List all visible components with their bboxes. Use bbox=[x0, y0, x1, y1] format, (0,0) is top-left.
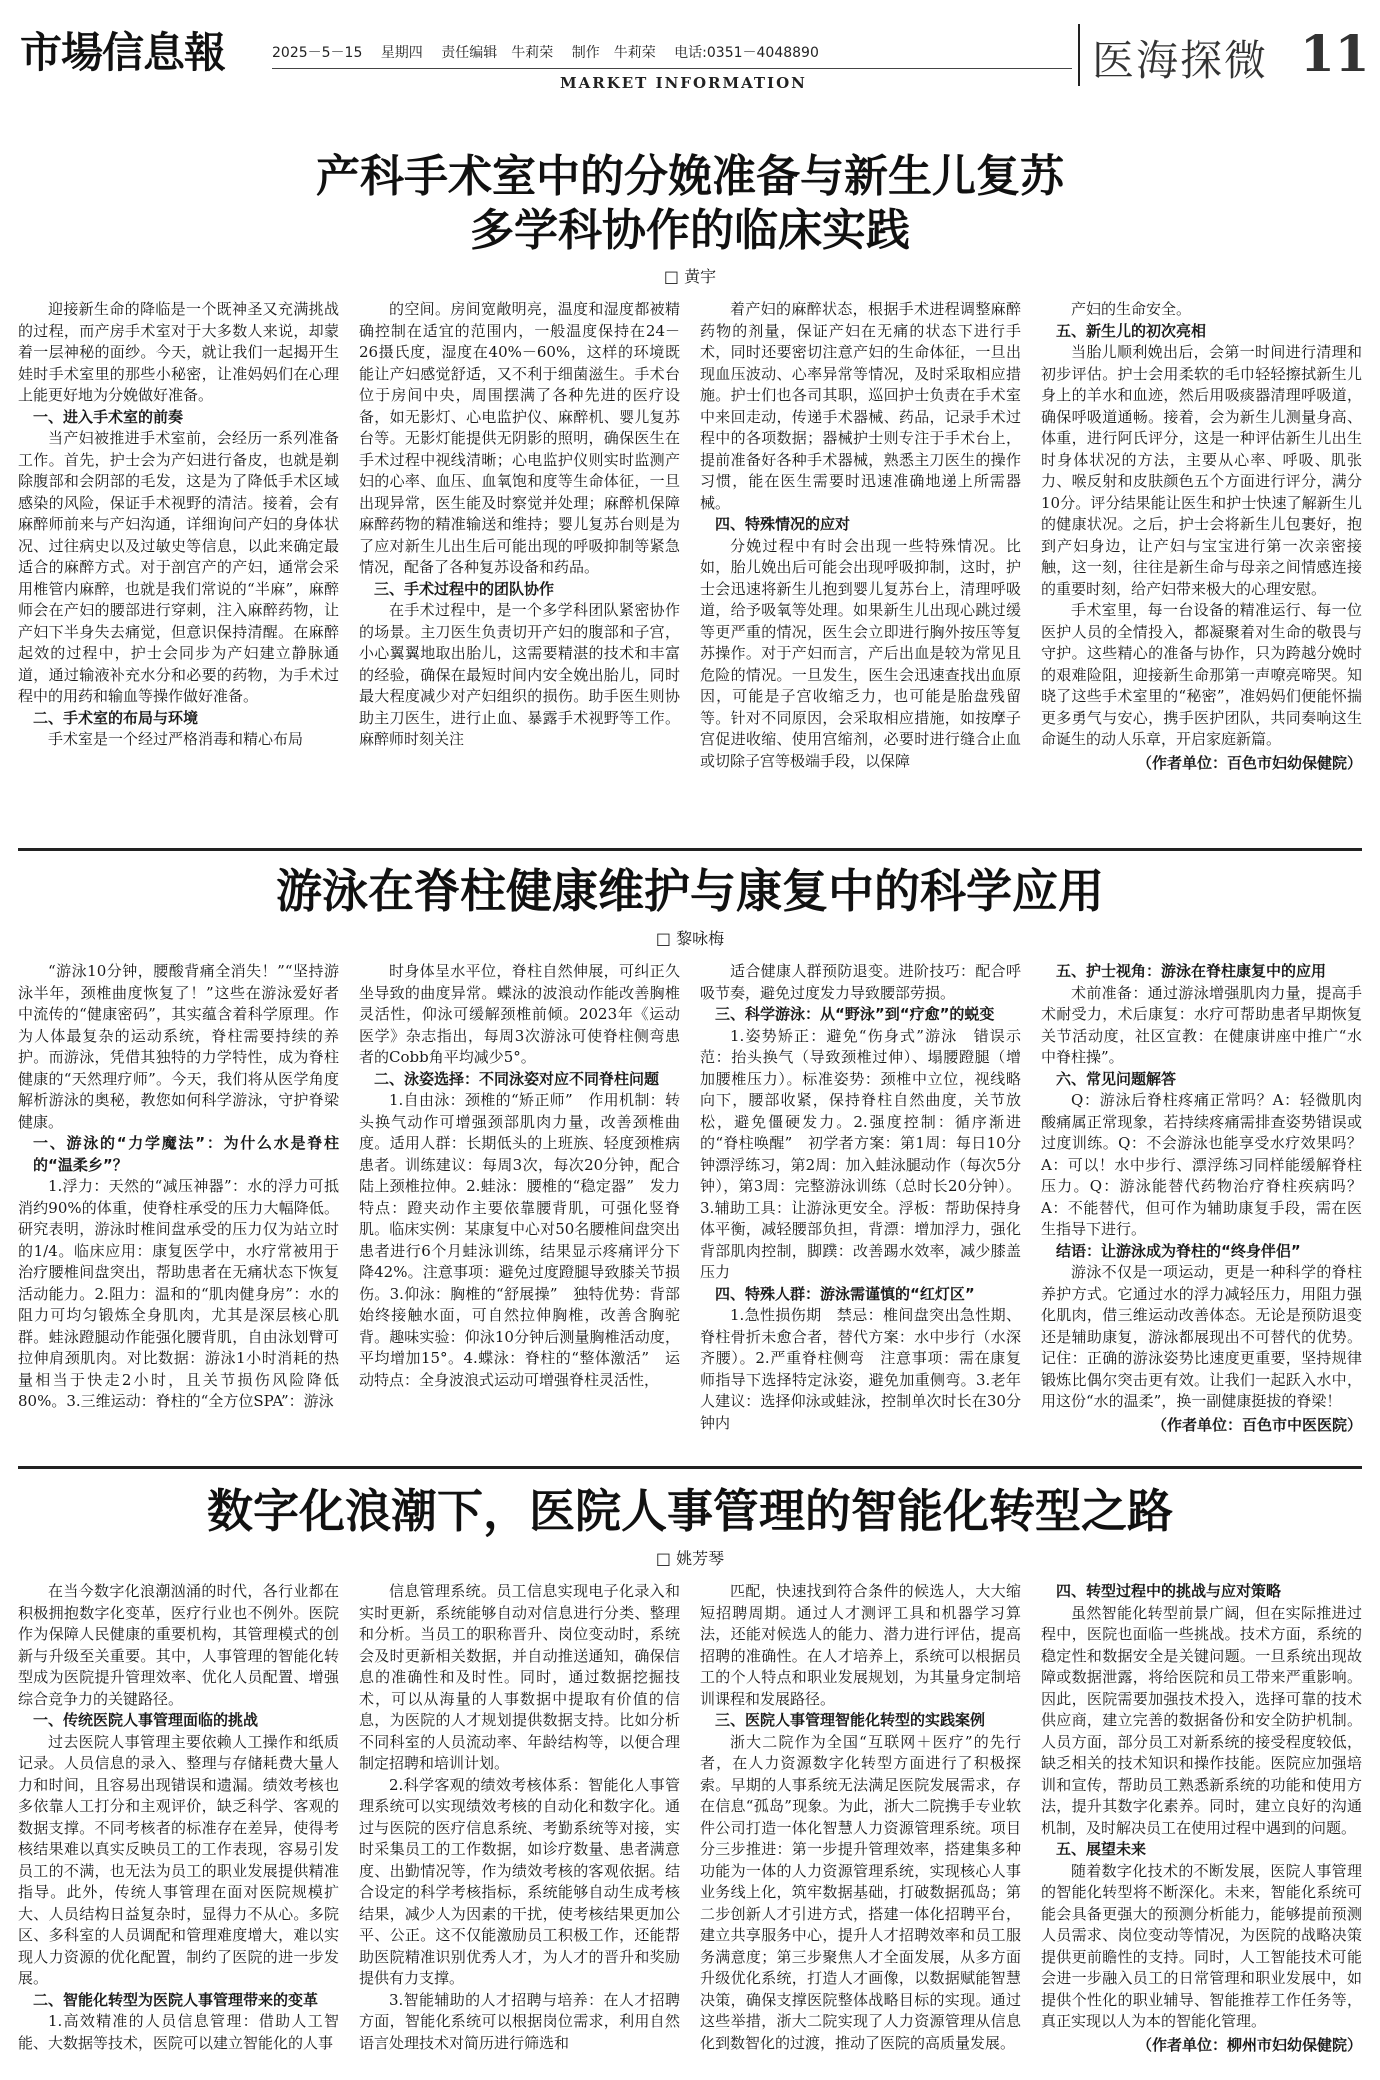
paragraph: 信息管理系统。员工信息实现电子化录入和实时更新，系统能够自动对信息进行分类、整理和分析。当员工的职称晋升、岗位变动时，系统会及时更新相关数据，并自动推送通知，确保信息的准确性和及时性。同时，通过数据挖掘技术，可以从海量的人事数据中提取有价值的信息，为医院的人才规划提供数据支持。比如分析不同科室的人员流动率、年龄结构等，以便合理制定招聘和培训计划。 bbox=[359, 1582, 680, 1772]
article-title: 游泳在脊柱健康维护与康复中的科学应用 bbox=[276, 864, 1104, 918]
section-heading: 四、特殊人群：游泳需谨慎的“红灯区” bbox=[715, 1284, 975, 1303]
section-heading: 二、智能化转型为医院人事管理带来的变革 bbox=[33, 1990, 319, 2009]
paragraph: 在当今数字化浪潮汹涌的时代，各行业都在积极拥抱数字化变革，医疗行业也不例外。医院作为保障人民健康的重要机构，其管理模式的创新与升级至关重要。其中，人事管理的智能化转型成为医院提升管理效率、优化人员配置、增强综合竞争力的关键路径。 bbox=[18, 1582, 339, 1708]
article-column bbox=[1041, 961, 1362, 1481]
article-title-line1: 产科手术室中的分娩准备与新生儿复苏 bbox=[316, 151, 1064, 202]
paragraph: 手术室是一个经过严格消毒和精心布局 bbox=[48, 730, 304, 748]
section-heading: 结语：让游泳成为脊柱的“终身伴侣” bbox=[1056, 1241, 1301, 1260]
newspaper-logo: 市場信息報 bbox=[20, 28, 226, 77]
section-heading: 一、传统医院人事管理面临的挑战 bbox=[33, 1711, 259, 1729]
section-heading: 五、护士视角：游泳在脊柱康复中的应用 bbox=[1056, 962, 1327, 980]
paragraph: 匹配，快速找到符合条件的候选人，大大缩短招聘周期。通过人才测评工具和机器学习算法，还能对候选人的能力、潜力进行评估，提高招聘的准确性。在人才培养上，系统可以根据员工的个人特点和职业发展规划，为其量身定制培训课程和发展路径。 bbox=[700, 1582, 1021, 1708]
issue-weekday: 星期四 bbox=[380, 45, 423, 61]
article-column bbox=[359, 299, 680, 819]
issue-date: 2025－5－15 bbox=[272, 45, 363, 61]
section-heading: 一、游泳的“力学魔法”：为什么水是脊柱的“温柔乡”？ bbox=[33, 1134, 339, 1174]
paragraph: 的空间。房间宽敞明亮，温度和湿度都被精确控制在适宜的范围内，一般温度保持在24－26摄氏度，湿度在40%－60%，这样的环境既能让产妇感觉舒适，又不利于细菌滋生。手术台位于房间中央，周围摆满了各种先进的医疗设备，如无影灯、心电监护仪、麻醉机、婴儿复苏台等。无影灯能提供无阴影的照明，确保医生在手术过程中视线清晰；心电监护仪则实时监测产妇的心率、血压、血氧饱和度等生命体征，一旦出现异常，医生能及时察觉并处理；麻醉机保障麻醉药物的精准输送和维持；婴儿复苏台则是为了应对新生儿出生后可能出现的呼吸抑制等紧急情况，配备了各种复苏设备和药品。 bbox=[359, 300, 680, 576]
paragraph: 虽然智能化转型前景广阔，但在实际推进过程中，医院也面临一些挑战。技术方面，系统的稳定性和数据安全是关键问题。一旦系统出现故障或数据泄露，将给医院和员工带来严重影响。因此，医院需要加强技术投入，选择可靠的技术供应商，建立完善的数据备份和安全防护机制。人员方面，部分员工对新系统的接受程度较低，缺乏相关的技术知识和操作技能。医院应加强培训和宣传，帮助员工熟悉新系统的功能和使用方法，提升其数字化素养。同时，建立良好的沟通机制，及时解决员工在使用过程中遇到的问题。 bbox=[1041, 1603, 1362, 1837]
phone: 电话:0351－4048890 bbox=[674, 45, 819, 61]
section-heading: 五、展望未来 bbox=[1056, 1840, 1147, 1858]
paragraph: 着产妇的麻醉状态，根据手术进程调整麻醉药物的剂量，保证产妇在无痛的状态下进行手术，同时还要密切注意产妇的生命体征，一旦出现血压波动、心率异常等情况，及时采取相应措施。护士们也各司其职，巡回护士负责在手术室中来回走动，传递手术器械、药品，记录手术过程中的各项数据；器械护士则专注于手术台上，提前准备好各种手术器械，熟悉主刀医生的操作习惯，能在医生需要时迅速准确地递上所需器械。 bbox=[700, 300, 1021, 512]
article-swimming bbox=[18, 862, 1362, 1481]
article-column bbox=[700, 961, 1021, 1481]
article-title-line2: 多学科协作的临床实践 bbox=[470, 205, 910, 256]
article-column bbox=[359, 1581, 680, 2080]
paragraph: “游泳10分钟，腰酸背痛全消失！”“坚持游泳半年，颈椎曲度恢复了！”这些在游泳爱好者中流传的“健康密码”，其实蕴含着科学原理。作为人体最复杂的运动系统，脊柱需要持续的养护。而游泳，凭借其独特的力学特性，成为脊柱健康的“天然理疗师”。今天，我们将从医学角度解析游泳的奥秘，教您如何科学游泳，守护脊梁健康。 bbox=[18, 962, 339, 1131]
paragraph: 分娩过程中有时会出现一些特殊情况。比如，胎儿娩出后可能会出现呼吸抑制，这时，护士会迅速将新生儿抱到婴儿复苏台上，清理呼吸道，给予吸氧等处理。如果新生儿出现心跳过缓等更严重的情况，医生会立即进行胸外按压等复苏操作。对于产妇而言，产后出血是较为常见且危险的情况。一旦发生，医生会迅速查找出血原因，可能是子宫收缩乏力，也可能是胎盘残留等。针对不同原因，会采取相应措施，如按摩子宫促进收缩、使用宫缩剂，必要时进行缝合止血或切除子宫等极端手段，以保障 bbox=[700, 536, 1021, 770]
article-author: □ 黄宇 bbox=[663, 267, 717, 286]
section-heading: 四、特殊情况的应对 bbox=[715, 515, 851, 533]
section-heading: 二、手术室的布局与环境 bbox=[33, 708, 199, 727]
paragraph: 过去医院人事管理主要依赖人工操作和纸质记录。人员信息的录入、整理与存储耗费大量人力和时间，且容易出现错误和遗漏。绩效考核也多依靠人工打分和主观评价，缺乏科学、客观的数据支撑。不同考核者的标准存在差异，使得考核结果难以真实反映员工的工作表现，容易引发员工的不满，也无法为员工的职业发展提供精准指导。此外，传统人事管理在面对医院规模扩大、人员结构日益复杂时，显得力不从心。多院区、多科室的人员调配和管理难度增大，难以实现人力资源的优化配置，制约了医院的进一步发展。 bbox=[18, 1732, 339, 1987]
article-author: □ 黎咏梅 bbox=[655, 929, 725, 948]
paragraph: 1.急性损伤期 禁忌：椎间盘突出急性期、脊柱骨折未愈合者，替代方案：水中步行（水深齐腰）。2.严重脊柱侧弯 注意事项：需在康复师指导下选择特定泳姿，避免加重侧弯。3.老年人建议：选择仰泳或蛙泳，控制单次时长在30分钟内 bbox=[700, 1306, 1021, 1432]
section-heading: 三、医院人事管理智能化转型的实践案例 bbox=[715, 1711, 986, 1729]
article-title bbox=[18, 150, 1362, 258]
masthead-rule bbox=[272, 68, 1072, 69]
section-heading: 五、新生儿的初次亮相 bbox=[1056, 321, 1207, 340]
paragraph: 游泳不仅是一项运动，更是一种科学的脊柱养护方式。它通过水的浮力减轻压力，用阻力强化肌肉，借三维运动改善体态。无论是预防退变还是辅助康复，游泳都展现出不可替代的优势。记住：正确的游泳姿势比速度更重要，坚持规律锻炼比偶尔突击更有效。让我们一起跃入水中，用这份“水的温柔”，换一副健康挺拔的脊梁！ bbox=[1041, 1263, 1362, 1410]
paragraph: 术前准备：通过游泳增强肌肉力量，提高手术耐受力，术后康复：水疗可帮助患者早期恢复关节活动度，社区宣教：在健康讲座中推广“水中脊柱操”。 bbox=[1041, 983, 1362, 1066]
article-column bbox=[700, 1581, 1021, 2080]
section-heading: 三、手术过程中的团队协作 bbox=[374, 579, 555, 598]
paragraph: 1.浮力：天然的“减压神器”：水的浮力可抵消约90%的体重，使脊柱承受的压力大幅降低。研究表明，游泳时椎间盘承受的压力仅为站立时的1/4。临床应用：康复医学中，水疗常被用于治疗腰椎间盘突出，帮助患者在无痛状态下恢复活动能力。2.阻力：温和的“肌肉健身房”：水的阻力可均匀锻炼全身肌肉，尤其是深层核心肌群。蛙泳蹬腿动作能强化腰背肌，自由泳划臂可拉伸肩颈肌肉。对比数据：游泳1小时消耗的热量相当于快走2小时，且关节损伤风险降低80%。3.三维运动：脊柱的“全方位SPA”：游泳 bbox=[18, 1177, 339, 1410]
article-hr-management bbox=[18, 1482, 1362, 2080]
section-heading: 三、科学游泳：从“野泳”到“疗愈”的蜕变 bbox=[715, 1005, 995, 1023]
paragraph: 适合健康人群预防退变。进阶技巧：配合呼吸节奏，避免过度发力导致腰部劳损。 bbox=[700, 962, 1021, 1002]
author-unit: （作者单位：柳州市妇幼保健院） bbox=[1136, 2035, 1362, 2054]
paragraph: 1.高效精准的人员信息管理：借助人工智能、大数据等技术，医院可以建立智能化的人事 bbox=[18, 2012, 339, 2052]
paragraph: 时身体呈水平位，脊柱自然伸展，可纠正久坐导致的曲度异常。蝶泳的波浪动作能改善胸椎灵活性，仰泳可缓解颈椎前倾。2023年《运动医学》杂志指出，每周3次游泳可使脊柱侧弯患者的Cobb角平均减少5°。 bbox=[359, 962, 680, 1066]
author-unit: （作者单位：百色市中医医院） bbox=[1151, 1415, 1362, 1434]
paragraph: 2.科学客观的绩效考核体系：智能化人事管理系统可以实现绩效考核的自动化和数字化。通过与医院的医疗信息系统、考勤系统等对接，实时采集员工的工作数据，如诊疗数量、患者满意度、出勤情况等，作为绩效考核的客观依据。结合设定的科学考核指标，系统能够自动生成考核结果，减少人为因素的干扰，使考核结果更加公平、公正。这不仅能激励员工积极工作，还能帮助医院精准识别优秀人才，为人才的晋升和奖励提供有力支撑。 bbox=[359, 1775, 680, 1987]
paragraph: 1.自由泳：颈椎的“矫正师” 作用机制：转头换气动作可增强颈部肌肉力量，改善颈椎曲度。适用人群：长期低头的上班族、轻度颈椎病患者。训练建议：每周3次，每次20分钟，配合陆上颈椎拉伸。2.蛙泳：腰椎的“稳定器” 发力特点：蹬夹动作主要依靠腰背肌，可强化竖脊肌。临床实例：某康复中心对50名腰椎间盘突出患者进行6个月蛙泳训练，结果显示疼痛评分下降42%。注意事项：避免过度蹬腿导致膝关节损伤。3.仰泳：胸椎的“舒展操” 独特优势：背部始终接触水面，可自然拉伸胸椎，改善含胸驼背。趣味实验：仰泳10分钟后测量胸椎活动度，平均增加15°。4.蝶泳：脊柱的“整体激活” 运动特点：全身波浪式运动可增强脊柱灵活性， bbox=[359, 1091, 680, 1389]
author-unit: （作者单位：百色市妇幼保健院） bbox=[1136, 753, 1362, 772]
paragraph: 随着数字化技术的不断发展，医院人事管理的智能化转型将不断深化。未来，智能化系统可能会具备更强大的预测分析能力，能够提前预测人员需求、岗位变动等情况，为医院的战略决策提供更前瞻性的支持。同时，人工智能技术可能会进一步融入员工的日常管理和职业发展中，如提供个性化的职业辅导、智能推荐工作任务等，真正实现以人为本的智能化管理。 bbox=[1041, 1861, 1362, 2030]
article-author: □ 姚芳琴 bbox=[655, 1549, 725, 1568]
issue-meta bbox=[272, 42, 833, 62]
article-obstetrics bbox=[18, 150, 1362, 819]
article-divider bbox=[18, 848, 1362, 851]
article-column bbox=[18, 961, 339, 1481]
section-heading: 四、转型过程中的挑战与应对策略 bbox=[1056, 1582, 1282, 1600]
section-heading: 一、进入手术室的前奏 bbox=[33, 407, 184, 426]
article-title: 数字化浪潮下，医院人事管理的智能化转型之路 bbox=[207, 1484, 1173, 1538]
paragraph: 当产妇被推进手术室前，会经历一系列准备工作。首先，护士会为产妇进行备皮，也就是剃除腹部和会阴部的毛发，这是为了降低手术区域感染的风险，保证手术视野的清洁。接着，会有麻醉师前来与产妇沟通，详细询问产妇的身体状况、过往病史以及过敏史等信息，以此来确定最适合的麻醉方式。对于剖宫产的产妇，通常会采用椎管内麻醉，也就是我们常说的“半麻”，麻醉师会在产妇的腰部进行穿刺，注入麻醉药物，让产妇下半身失去痛觉，但意识保持清醒。在麻醉起效的过程中，护士会同步为产妇建立静脉通道，通过输液补充水分和必要的药物，为手术过程中的用药和输血等操作做好准备。 bbox=[18, 429, 339, 705]
section-heading: 二、泳姿选择：不同泳姿对应不同脊柱问题 bbox=[374, 1069, 660, 1088]
editor: 责任编辑 牛莉荣 bbox=[441, 45, 554, 61]
paragraph: 当胎儿顺利娩出后，会第一时间进行清理和初步评估。护士会用柔软的毛巾轻轻擦拭新生儿身上的羊水和血迹，然后用吸痰器清理呼吸道，确保呼吸道通畅。接着，会为新生儿测量身高、体重，进行阿氏评分，这是一种评估新生儿出生时身体状况的方法，主要从心率、呼吸、肌张力、喉反射和皮肤颜色五个方面进行评分，满分10分。评分结果能让医生和护士快速了解新生儿的健康状况。之后，护士会将新生儿包裹好，抱到产妇身边，让产妇与宝宝进行第一次亲密接触，这一刻，往往是新生命与母亲之间情感连接的重要时刻，给产妇带来极大的心理安慰。 bbox=[1041, 343, 1362, 598]
article-column bbox=[700, 299, 1021, 819]
maker: 制作 牛莉荣 bbox=[571, 45, 656, 61]
section-heading: 六、常见问题解答 bbox=[1056, 1069, 1177, 1088]
article-column bbox=[1041, 1581, 1362, 2080]
masthead bbox=[0, 0, 1380, 96]
article-divider bbox=[18, 1466, 1362, 1469]
masthead-separator bbox=[1078, 24, 1080, 86]
paragraph: 手术室里，每一台设备的精准运行、每一位医护人员的全情投入，都凝聚着对生命的敬畏与守护。这些精心的准备与协作，只为跨越分娩时的艰难险阻，迎接新生命那第一声嘹亮啼哭。知晓了这些手术室里的“秘密”，准妈妈们便能怀揣更多勇气与安心，携手医护团队，共同奏响这生命诞生的动人乐章，开启家庭新篇。 bbox=[1041, 601, 1362, 748]
paragraph: 3.智能辅助的人才招聘与培养：在人才招聘方面，智能化系统可以根据岗位需求，利用自然语言处理技术对简历进行筛选和 bbox=[359, 1990, 680, 2052]
section-name: 医海探微 bbox=[1092, 36, 1269, 85]
article-column bbox=[359, 961, 680, 1481]
paragraph: 在手术过程中，是一个多学科团队紧密协作的场景。主刀医生负责切开产妇的腹部和子宫，小心翼翼地取出胎儿，这需要精湛的技术和丰富的经验，确保在最短时间内安全娩出胎儿，同时最大程度减少对产妇组织的损伤。助手医生则协助主刀医生，进行止血、暴露手术视野等工作。麻醉师时刻关注 bbox=[359, 601, 680, 748]
english-title: MARKET INFORMATION bbox=[560, 74, 807, 92]
paragraph: 浙大二院作为全国“互联网＋医疗”的先行者，在人力资源数字化转型方面进行了积极探索。早期的人事系统无法满足医院发展需求，存在信息“孤岛”现象。为此，浙大二院携手专业软件公司打造一体化智慧人力资源管理系统。项目分三步推进：第一步提升管理效率，搭建集多种功能为一体的人力资源管理系统，实现核心人事业务线上化，筑牢数据基础，打破数据孤岛；第二步创新人才引进方式，搭建一体化招聘平台，建立共享服务中心，提升人才招聘效率和员工服务满意度；第三步聚焦人才全面发展，从多方面升级优化系统，打造人才画像，以数据赋能智慧决策，确保支撑医院整体战略目标的实现。通过这些举措，浙大二院实现了人力资源管理从信息化到数智化的过渡，推动了医院的高质量发展。 bbox=[700, 1732, 1021, 2052]
article-column bbox=[18, 1581, 339, 2080]
article-column bbox=[18, 299, 339, 819]
paragraph: Q：游泳后脊柱疼痛正常吗？A：轻微肌肉酸痛属正常现象，若持续疼痛需排查姿势错误或过度训练。Q：不会游泳也能享受水疗效果吗？A：可以！水中步行、漂浮练习同样能缓解脊柱压力。Q：游泳能替代药物治疗脊柱疾病吗？A：不能替代，但可作为辅助康复手段，需在医生指导下进行。 bbox=[1041, 1091, 1362, 1238]
paragraph: 产妇的生命安全。 bbox=[1071, 300, 1192, 318]
page-number: 11 bbox=[1300, 24, 1370, 83]
paragraph: 1.姿势矫正：避免“伤身式”游泳 错误示范：抬头换气（导致颈椎过伸）、塌腰蹬腿（增加腰椎压力）。标准姿势：颈椎中立位，视线略向下，腰部收紧，保持脊柱自然曲度，关节放松，避免僵硬发力。2.强度控制：循序渐进的“脊柱唤醒” 初学者方案：第1周：每日10分钟漂浮练习，第2周：加入蛙泳腿动作（每次5分钟），第3周：完整游泳训练（总时长20分钟）。3.辅助工具：让游泳更安全。浮板：帮助保持身体平衡，减轻腰部负担，背漂：增加浮力，强化背部肌肉控制，脚蹼：改善踢水效率，减少膝盖压力 bbox=[700, 1026, 1021, 1281]
paragraph: 迎接新生命的降临是一个既神圣又充满挑战的过程，而产房手术室对于大多数人来说，却蒙着一层神秘的面纱。今天，就让我们一起揭开生娃时手术室里的那些小秘密，让准妈妈们在心理上能更好地为分娩做好准备。 bbox=[18, 300, 339, 404]
article-column bbox=[1041, 299, 1362, 819]
